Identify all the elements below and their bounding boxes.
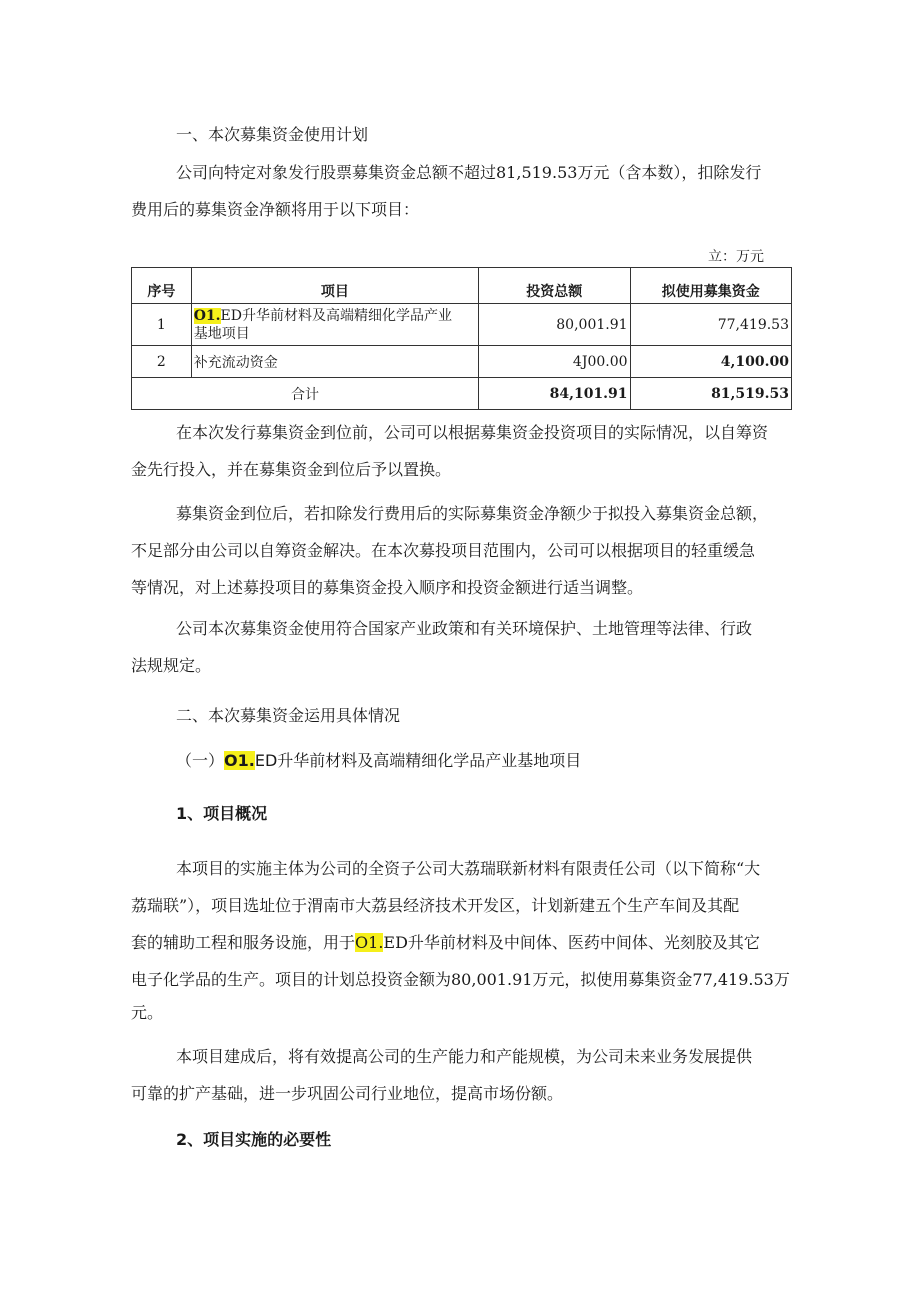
row1-project-line2: 基地项目 [193,325,250,342]
header-no: 序号 [132,268,192,304]
row2-project: 补充流动资金 [191,346,478,378]
sum-raised: 81,519.53 [630,378,791,410]
overview-line-4: 电子化学品的生产。项目的计划总投资金额为80,001.91万元，拟使用募集资金77,419.53万 [131,970,790,989]
table-row [132,346,792,378]
overview-line-3-a: 套的辅助工程和服务设施，用于 [131,933,356,952]
overview-line-2: 荔瑞联”），项目选址位于渭南市大荔县经济技术开发区，计划新建五个生产车间及其配 [131,896,740,915]
table-header-row [132,268,792,304]
row1-project-text: ED升华前材料及高端精细化学品产业 [220,307,452,324]
header-raised: 拟使用募集资金 [630,268,791,304]
para4-line-2: 法规规定。 [131,656,212,675]
table-sum-row [132,378,792,410]
row2-raised: 4,100.00 [630,346,791,378]
subsection-highlight: O1. [224,751,255,770]
overview-line-1: 本项目的实施主体为公司的全资子公司大荔瑞联新材料有限责任公司（以下简称“大 [176,859,761,878]
subsection-heading [176,748,581,771]
overview-line-3 [131,926,760,959]
para2-line-2: 金先行投入，并在募集资金到位后予以置换。 [131,460,452,479]
row1-project-highlight: O1. [193,307,221,324]
sum-total: 84,101.91 [479,378,631,410]
subsection-title: ED升华前材料及高端精细化学品产业基地项目 [254,751,582,770]
row2-no: 2 [132,346,192,378]
row1-no: 1 [132,304,192,346]
item1-heading: 1、项目概况 [176,804,268,823]
result-line-1: 本项目建成后，将有效提高公司的生产能力和产能规模，为公司未来业务发展提供 [176,1047,753,1066]
row1-project [191,304,478,346]
result-line-2: 可靠的扩产基础，进一步巩固公司行业地位，提高市场份额。 [131,1084,564,1103]
row1-total: 80,001.91 [479,304,631,346]
header-project: 项目 [191,268,478,304]
item2-heading: 2、项目实施的必要性 [176,1130,332,1149]
subsection-prefix: （一） [176,751,225,770]
para2-line-1: 在本次发行募集资金到位前，公司可以根据募集资金投资项目的实际情况，以自筹资 [176,423,769,442]
intro-line-1: 公司向特定对象发行股票募集资金总额不超过81,519.53万元（含本数），扣除发行 [176,163,762,182]
row2-total: 4J00.00 [479,346,631,378]
para3-line-2: 不足部分由公司以自筹资金解决。在本次募投项目范围内，公司可以根据项目的轻重缓急 [131,541,756,560]
fund-usage-table [131,267,792,410]
table-row [132,304,792,346]
intro-line-2: 费用后的募集资金净额将用于以下项目： [131,200,420,219]
row1-raised: 77,419.53 [630,304,791,346]
para3-line-3: 等情况，对上述募投项目的募集资金投入顺序和投资金额进行适当调整。 [131,578,644,597]
section1-heading: 一、本次募集资金使用计划 [176,125,369,144]
para3-line-1: 募集资金到位后，若扣除发行费用后的实际募集资金净额少于拟投入募集资金总额， [176,504,769,523]
header-total: 投资总额 [479,268,631,304]
sum-label: 合计 [132,378,479,410]
overview-line-3-b: ED升华前材料及中间体、医药中间体、光刻胶及其它 [383,933,760,952]
overview-line-5: 元。 [131,1003,164,1022]
para4-line-1: 公司本次募集资金使用符合国家产业政策和有关环境保护、土地管理等法律、行政 [176,619,753,638]
section2-heading: 二、本次募集资金运用具体情况 [176,706,401,725]
overview-highlight: O1. [355,933,384,952]
unit-label: 立：万元 [708,249,764,265]
